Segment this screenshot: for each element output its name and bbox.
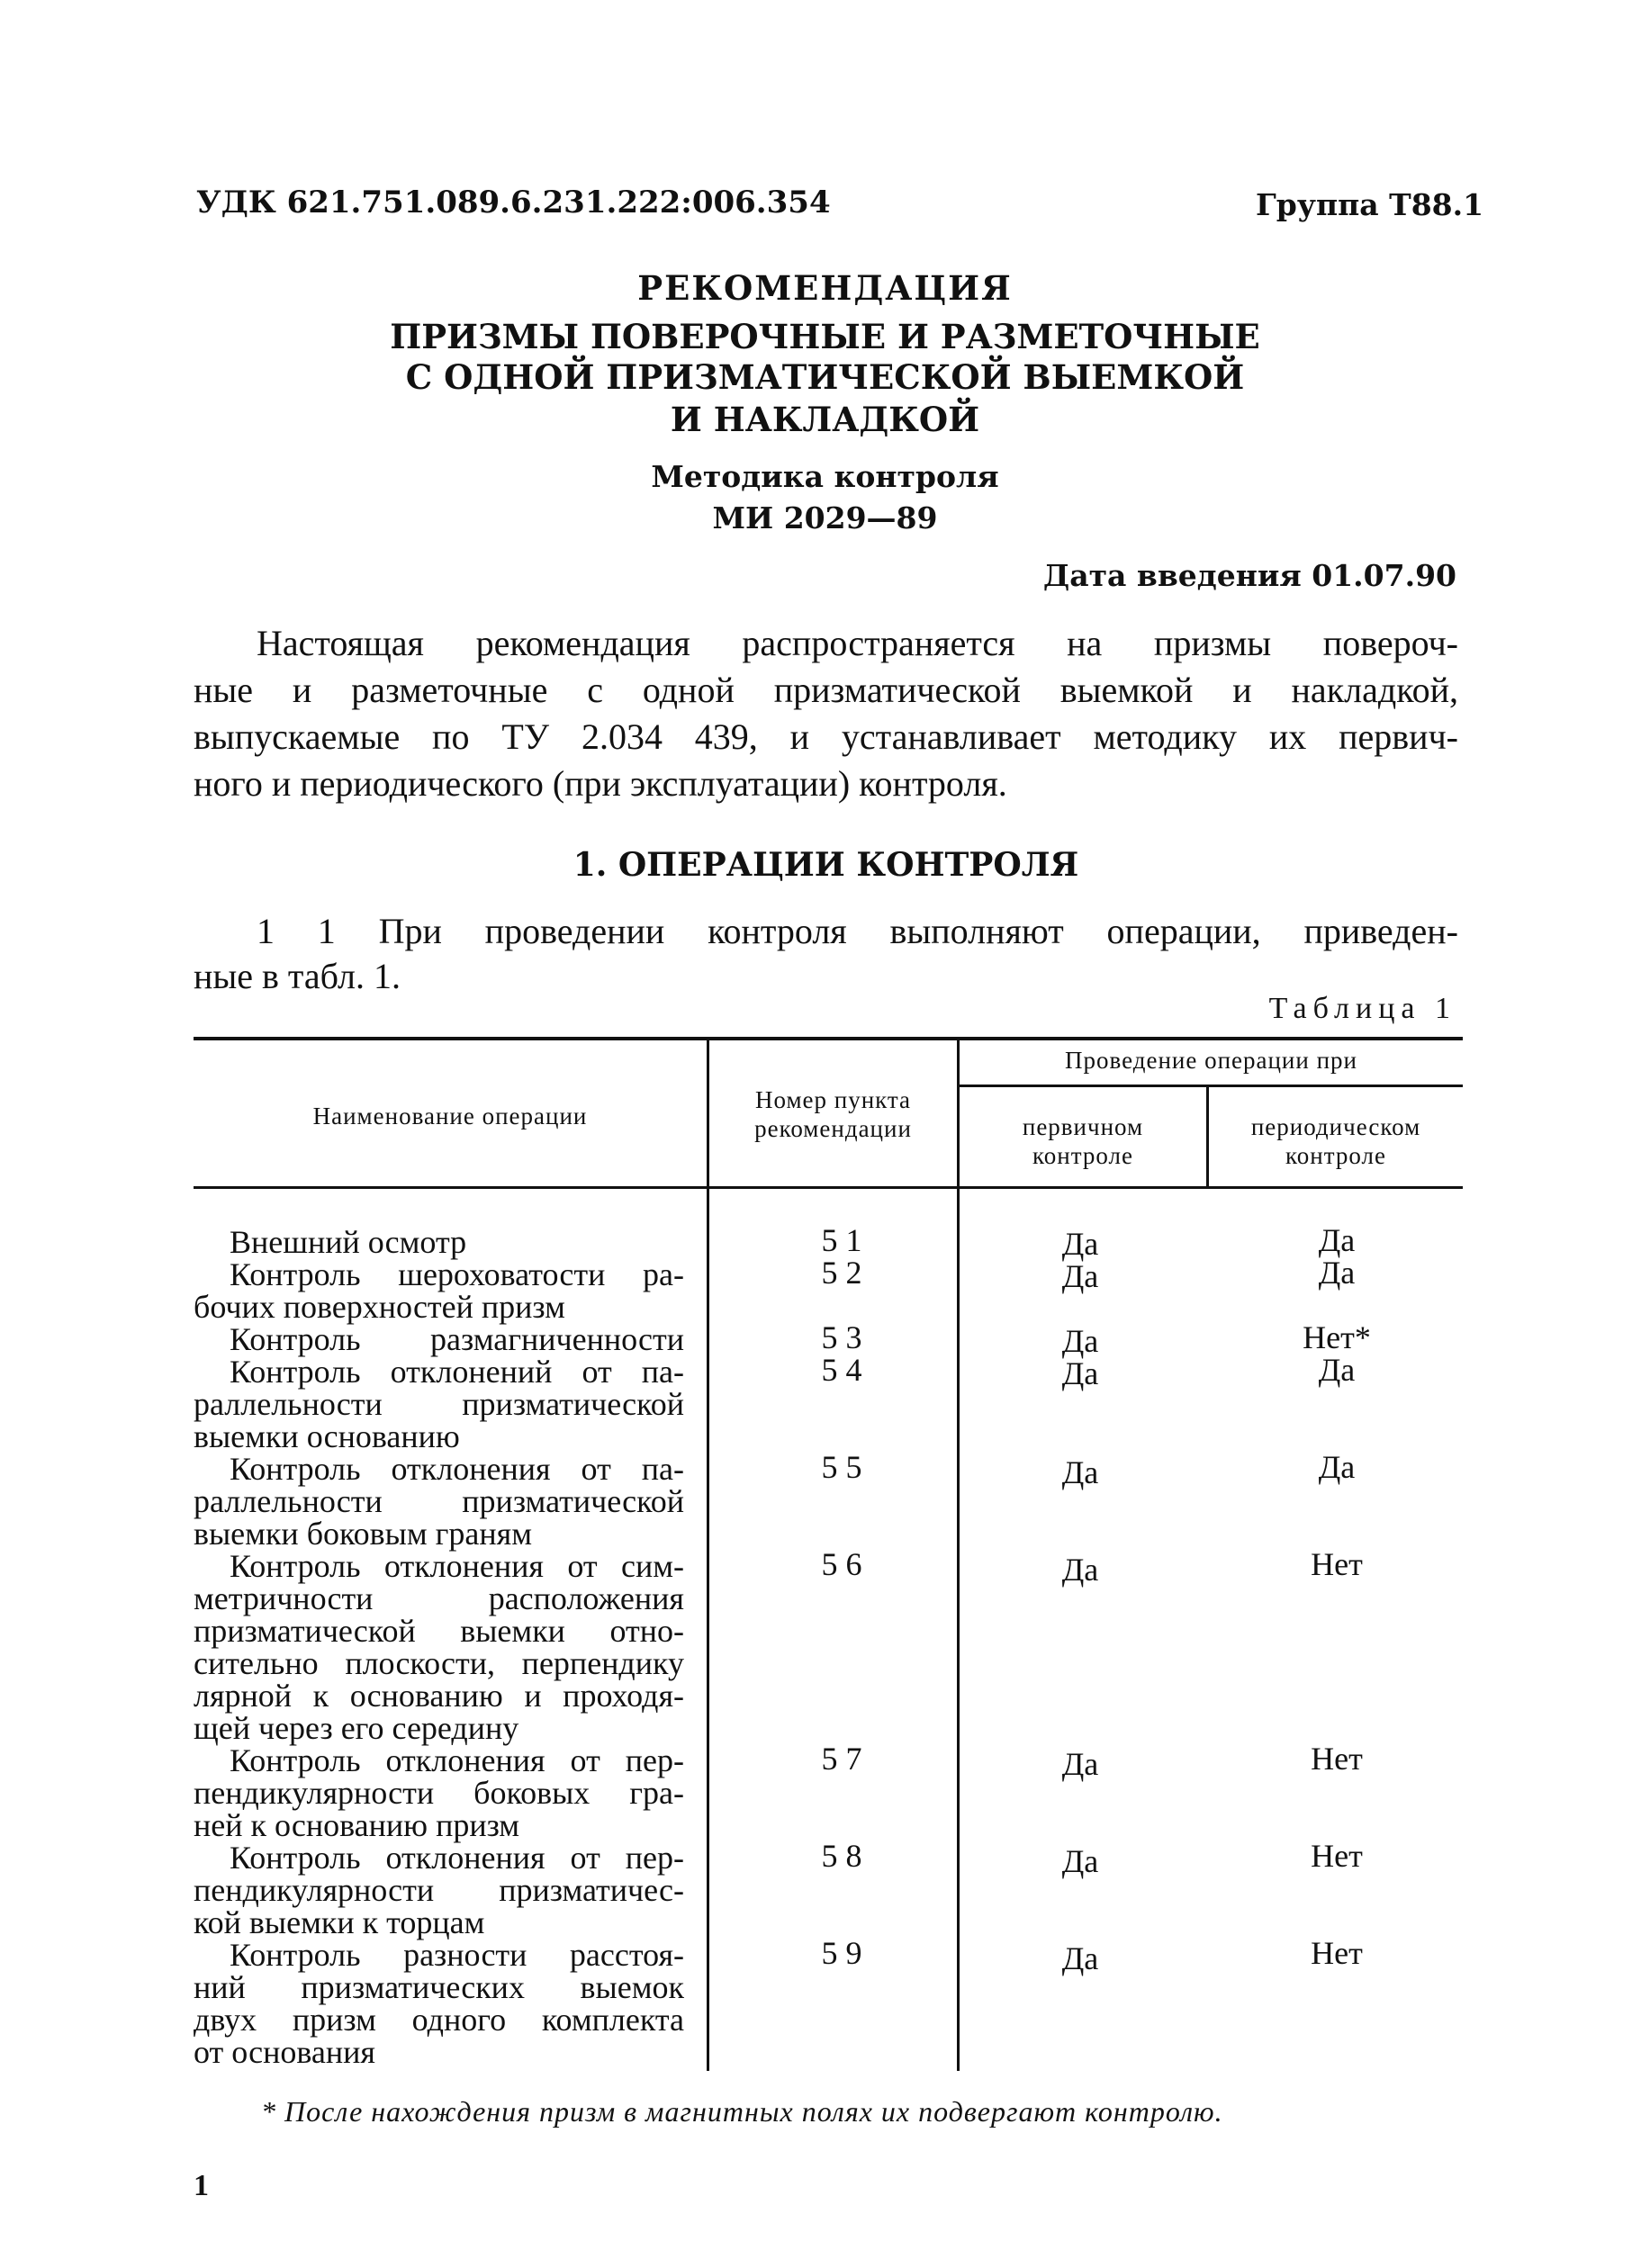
- section-heading: 1. ОПЕРАЦИИ КОНТРОЛЯ: [573, 846, 1079, 884]
- header-conduct: Проведение операции при: [1065, 1047, 1357, 1074]
- row-9-periodic: Нет: [1311, 1935, 1363, 1971]
- header-item-number-line-2: рекомендации: [754, 1115, 912, 1142]
- row-3-periodic: Нет*: [1303, 1319, 1371, 1355]
- row-4-operation-line-1: Контроль отклонений от па-: [230, 1354, 684, 1390]
- intro-date: Дата введения 01.07.90: [1042, 558, 1456, 593]
- intro-line-3: выпускаемые по ТУ 2.034 439, и устанавливает методику их первич-: [194, 716, 1458, 757]
- row-2-operation-line-1: Контроль шероховатости ра-: [230, 1256, 684, 1292]
- header-operation-name: Наименование операции: [312, 1102, 588, 1130]
- row-4-number: 5 4: [821, 1352, 862, 1388]
- header-periodic: [1209, 1112, 1463, 1170]
- row-8-number: 5 8: [821, 1838, 862, 1874]
- row-5-periodic: Да: [1318, 1449, 1356, 1485]
- intro-line-4: ного и периодического (при эксплуатации) контроля.: [194, 763, 1007, 804]
- row-4-primary: Да: [1061, 1355, 1099, 1391]
- row-9-operation-line-1: Контроль разности расстоя-: [230, 1937, 684, 1973]
- group-code: Группа Т88.1: [1256, 187, 1484, 222]
- conduct-rule: [959, 1084, 1463, 1087]
- document-code: МИ 2029—89: [712, 500, 938, 536]
- header-periodic-line-2: контроле: [1285, 1142, 1386, 1169]
- title-line-3: С ОДНОЙ ПРИЗМАТИЧЕСКОЙ ВЫЕМКОЙ: [405, 357, 1245, 397]
- row-5-operation-line-2: раллельности призматической: [194, 1483, 684, 1519]
- row-4-periodic: Да: [1318, 1352, 1356, 1388]
- row-9-operation-line-4: от основания: [194, 2034, 375, 2070]
- header-primary-line-2: контроле: [1032, 1142, 1133, 1169]
- row-9-operation-line-3: двух призм одного комплекта: [194, 2002, 684, 2038]
- row-9-operation-line-2: ний призматических выемок: [194, 1969, 684, 2005]
- table-divider-1: [707, 1040, 709, 2071]
- intro-line-1: Настоящая рекомендация распространяется на призмы повероч-: [257, 623, 1458, 663]
- header-item-number: [709, 1085, 957, 1143]
- row-7-primary: Да: [1061, 1746, 1099, 1782]
- row-2-number: 5 2: [821, 1255, 862, 1291]
- table-header-rule: [194, 1186, 1463, 1189]
- header-primary-line-1: первичном: [1022, 1113, 1144, 1140]
- udk-code: УДК 621.751.089.6.231.222:006.354: [196, 184, 831, 220]
- title-line-2: ПРИЗМЫ ПОВЕРОЧНЫЕ И РАЗМЕТОЧНЫЕ: [390, 317, 1260, 356]
- row-9-primary: Да: [1061, 1940, 1099, 1976]
- row-7-operation-line-1: Контроль отклонения от пер-: [230, 1742, 684, 1778]
- row-7-number: 5 7: [821, 1741, 862, 1777]
- table-caption: Таблица 1: [1268, 992, 1456, 1025]
- row-1-periodic: Да: [1318, 1222, 1356, 1258]
- header-periodic-line-1: периодическом: [1250, 1113, 1421, 1140]
- row-6-operation-line-3: призматической выемки отно-: [194, 1613, 684, 1649]
- row-5-number: 5 5: [821, 1449, 862, 1485]
- header-item-number-line-1: Номер пункта: [754, 1086, 912, 1113]
- row-2-primary: Да: [1061, 1258, 1099, 1294]
- intro-line-2: ные и разметочные с одной призматической выемкой и накладкой,: [194, 670, 1458, 710]
- row-1-operation: Внешний осмотр: [230, 1224, 467, 1260]
- row-4-operation-line-2: раллельности призматической: [194, 1386, 684, 1422]
- row-5-operation-line-1: Контроль отклонения от па-: [230, 1451, 684, 1487]
- row-6-periodic: Нет: [1311, 1546, 1363, 1582]
- row-3-number: 5 3: [821, 1319, 862, 1355]
- row-6-number: 5 6: [821, 1546, 862, 1582]
- header-primary: [960, 1112, 1206, 1170]
- row-8-primary: Да: [1061, 1843, 1099, 1879]
- row-5-primary: Да: [1061, 1454, 1099, 1490]
- row-7-operation-line-2: пендикулярности боковых гра-: [194, 1775, 684, 1811]
- row-5-operation-line-3: выемки боковым граням: [194, 1516, 532, 1552]
- row-6-operation-line-1: Контроль отклонения от сим-: [230, 1548, 684, 1584]
- page-number: 1: [194, 2169, 209, 2202]
- row-6-operation-line-5: лярной к основанию и проходя-: [194, 1678, 684, 1714]
- row-1-number: 5 1: [821, 1222, 862, 1258]
- row-6-operation-line-4: сительно плоскости, перпендику: [194, 1645, 684, 1681]
- row-8-operation-line-3: кой выемки к торцам: [194, 1904, 485, 1940]
- row-3-primary: Да: [1061, 1323, 1099, 1359]
- title-line-1: РЕКОМЕНДАЦИЯ: [637, 268, 1013, 308]
- row-2-periodic: Да: [1318, 1255, 1356, 1291]
- table-top-rule: [194, 1037, 1463, 1040]
- row-7-operation-line-3: ней к основанию призм: [194, 1807, 520, 1843]
- row-8-operation-line-1: Контроль отклонения от пер-: [230, 1840, 684, 1876]
- row-2-operation-line-2: бочих поверхностей призм: [194, 1289, 565, 1325]
- row-9-number: 5 9: [821, 1935, 862, 1971]
- title-subtitle: Методика контроля: [651, 459, 999, 494]
- row-8-periodic: Нет: [1311, 1838, 1363, 1874]
- row-6-operation-line-6: щей через его середину: [194, 1710, 519, 1746]
- row-7-periodic: Нет: [1311, 1741, 1363, 1777]
- title-line-4: И НАКЛАДКОЙ: [670, 400, 980, 439]
- row-8-operation-line-2: пендикулярности призматичес-: [194, 1872, 684, 1908]
- table-footnote: * После нахождения призм в магнитных полях их подвергают контролю.: [261, 2095, 1223, 2128]
- section-line-2: ные в табл. 1.: [194, 956, 401, 996]
- section-line-1: 1 1 При проведении контроля выполняют операции, приведен-: [257, 911, 1458, 951]
- row-6-operation-line-2: метричности расположения: [194, 1580, 684, 1616]
- row-1-primary: Да: [1061, 1226, 1099, 1262]
- row-4-operation-line-3: выемки основанию: [194, 1418, 460, 1454]
- row-3-operation: Контроль размагниченности: [230, 1321, 684, 1357]
- row-6-primary: Да: [1061, 1552, 1099, 1588]
